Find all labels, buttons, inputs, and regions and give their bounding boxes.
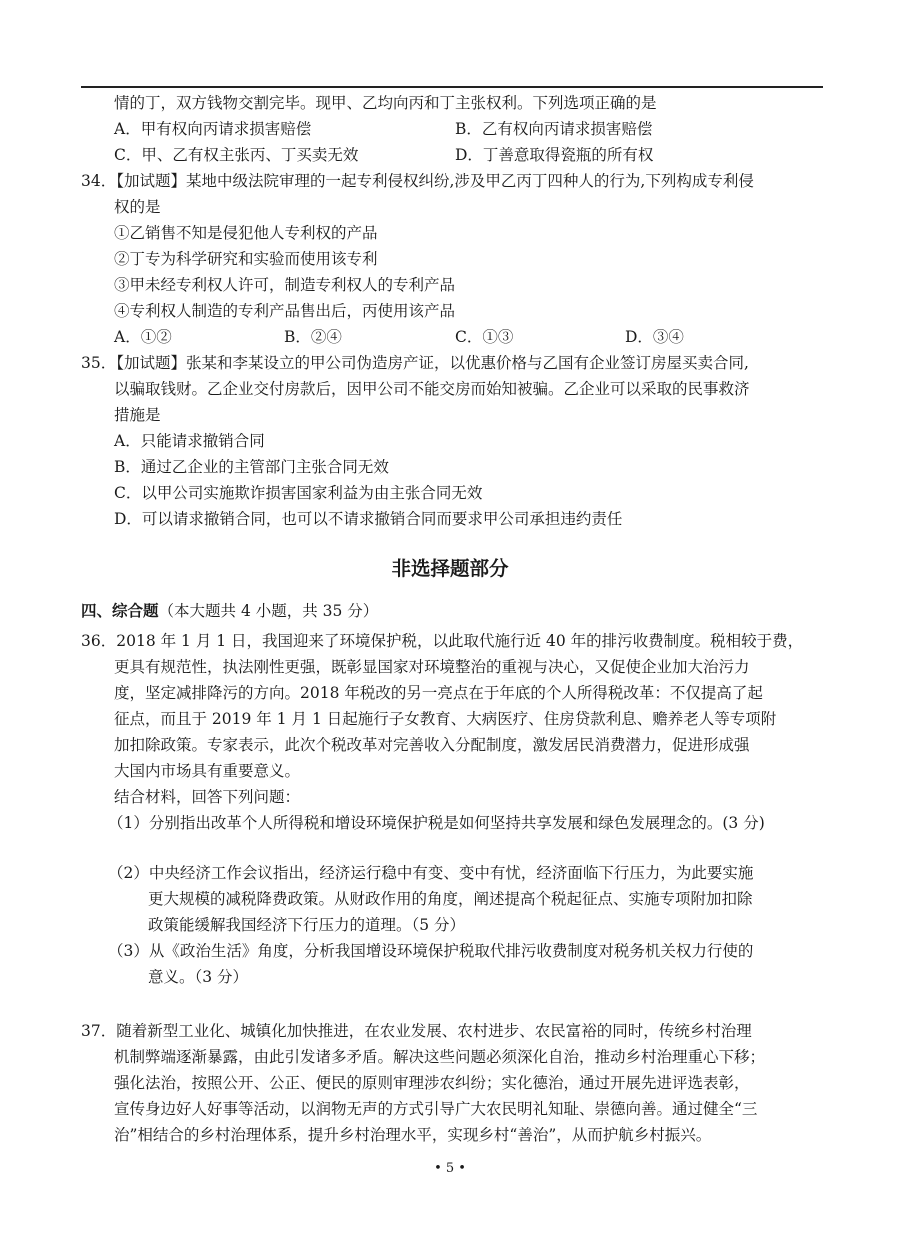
q33-option-b: B．乙有权向丙请求损害赔偿 xyxy=(455,120,653,138)
q34-stem-line-1: 某地中级法院审理的一起专利侵权纠纷,涉及甲乙丙丁四种人的行为,下列构成专利侵 xyxy=(186,172,754,190)
q35-option-a: A．只能请求撤销合同 xyxy=(114,432,265,450)
q36-sub-question-3-line-1: （3）从《政治生活》角度，分析我国增设环境保护税取代排污收费制度对税务机关权力行使的 xyxy=(108,942,754,960)
q33-option-d: D．丁善意取得瓷瓶的所有权 xyxy=(455,146,654,164)
section-title: 非选择题部分 xyxy=(391,557,509,580)
q34-option-a: A．①② xyxy=(114,328,172,346)
header-rule xyxy=(81,86,823,88)
q37-text-5: 治”相结合的乡村治理体系，提升乡村治理水平，实现乡村“善治”，从而护航乡村振兴。 xyxy=(114,1126,712,1144)
q37-line-1 xyxy=(81,1020,752,1042)
q36-number: 36． xyxy=(81,632,117,650)
q35-number: 35． xyxy=(81,354,117,372)
q35-tag: 【加试题】 xyxy=(116,354,186,372)
part4-heading xyxy=(81,600,378,622)
q33-option-c: C．甲、乙有权主张丙、丁买卖无效 xyxy=(114,146,359,164)
part4-note: （本大题共 4 小题，共 35 分） xyxy=(158,602,379,620)
q35-option-b: B．通过乙企业的主管部门主张合同无效 xyxy=(114,458,389,476)
q36-line-1 xyxy=(81,630,803,652)
q36-text-4: 征点，而且于 2019 年 1 月 1 日起施行子女教育、大病医疗、住房贷款利息、赡养老人等专项附 xyxy=(114,710,777,728)
q36-text-2: 更具有规范性，执法刚性更强，既彰显国家对环境整治的重视与决心，又促使企业加大治污力 xyxy=(114,658,750,676)
q34-option-d: D．③④ xyxy=(625,328,684,346)
q34-item-2: ②丁专为科学研究和实验而使用该专利 xyxy=(114,250,378,268)
part4-heading-label: 四、综合题 xyxy=(81,602,159,620)
q36-sub-question-1: （1）分别指出改革个人所得税和增设环境保护税是如何坚持共享发展和绿色发展理念的。(3 分) xyxy=(108,814,765,832)
q35-stem-line-1: 张某和李某设立的甲公司伪造房产证，以优惠价格与乙国有企业签订房屋买卖合同, xyxy=(186,354,749,372)
q36-sub-question-2-line-3: 政策能缓解我国经济下行压力的道理。（5 分） xyxy=(148,916,466,934)
q36-sub-question-3-line-2: 意义。（3 分） xyxy=(148,968,249,986)
q34-item-4: ④专利权人制造的专利产品售出后，丙使用该产品 xyxy=(114,302,456,320)
q36-text-1: 2018 年 1 月 1 日，我国迎来了环境保护税，以此取代施行近 40 年的排污收费制度。税相较于费， xyxy=(116,632,804,650)
q37-number: 37． xyxy=(81,1022,117,1040)
q34-number: 34． xyxy=(81,172,117,190)
q34-option-c: C．①③ xyxy=(455,328,514,346)
q34-stem xyxy=(81,170,754,192)
q37-text-1: 随着新型工业化、城镇化加快推进，在农业发展、农村进步、农民富裕的同时，传统乡村治理 xyxy=(116,1022,752,1040)
q37-text-3: 强化法治，按照公开、公正、便民的原则审理涉农纠纷；实化德治，通过开展先进评选表彰， xyxy=(114,1074,750,1092)
q35-option-d: D．可以请求撤销合同，也可以不请求撤销合同而要求甲公司承担违约责任 xyxy=(114,510,623,528)
q34-option-b: B．②④ xyxy=(284,328,342,346)
q34-item-1: ①乙销售不知是侵犯他人专利权的产品 xyxy=(114,224,378,242)
q36-sub-question-2-line-1: （2）中央经济工作会议指出，经济运行稳中有变、变中有忧，经济面临下行压力，为此要实施 xyxy=(108,864,754,882)
q35-option-c: C．以甲公司实施欺诈损害国家利益为由主张合同无效 xyxy=(114,484,483,502)
q34-tag: 【加试题】 xyxy=(116,172,186,190)
q34-stem-line-2: 权的是 xyxy=(114,198,161,216)
page-number: • 5 • xyxy=(434,1161,466,1176)
q33-stem-continuation: 情的丁，双方钱物交割完毕。现甲、乙均向丙和丁主张权利。下列选项正确的是 xyxy=(114,94,657,112)
q36-sub-question-2-line-2: 更大规模的减税降费政策。从财政作用的角度，阐述提高个税起征点、实施专项附加扣除 xyxy=(148,890,753,908)
q36-text-5: 加扣除政策。专家表示，此次个税改革对完善收入分配制度，激发居民消费潜力，促进形成强 xyxy=(114,736,750,754)
q37-text-2: 机制弊端逐渐暴露，由此引发诸多矛盾。解决这些问题必须深化自治，推动乡村治理重心下移； xyxy=(114,1048,766,1066)
q36-instruction: 结合材料，回答下列问题： xyxy=(114,788,301,806)
q35-stem-line-2: 以骗取钱财。乙企业交付房款后，因甲公司不能交房而始知被骗。乙企业可以采取的民事救济 xyxy=(114,380,750,398)
q35-stem-line-3: 措施是 xyxy=(114,406,161,424)
q37-text-4: 宣传身边好人好事等活动，以润物无声的方式引导广大农民明礼知耻、崇德向善。通过健全“三 xyxy=(114,1100,758,1118)
q33-option-a: A．甲有权向丙请求损害赔偿 xyxy=(114,120,312,138)
q36-text-6: 大国内市场具有重要意义。 xyxy=(114,762,301,780)
q34-item-3: ③甲未经专利权人许可，制造专利权人的专利产品 xyxy=(114,276,456,294)
q36-text-3: 度，坚定减排降污的方向。2018 年税改的另一亮点在于年底的个人所得税改革：不仅提高了起 xyxy=(114,684,763,702)
q35-stem xyxy=(81,352,749,374)
